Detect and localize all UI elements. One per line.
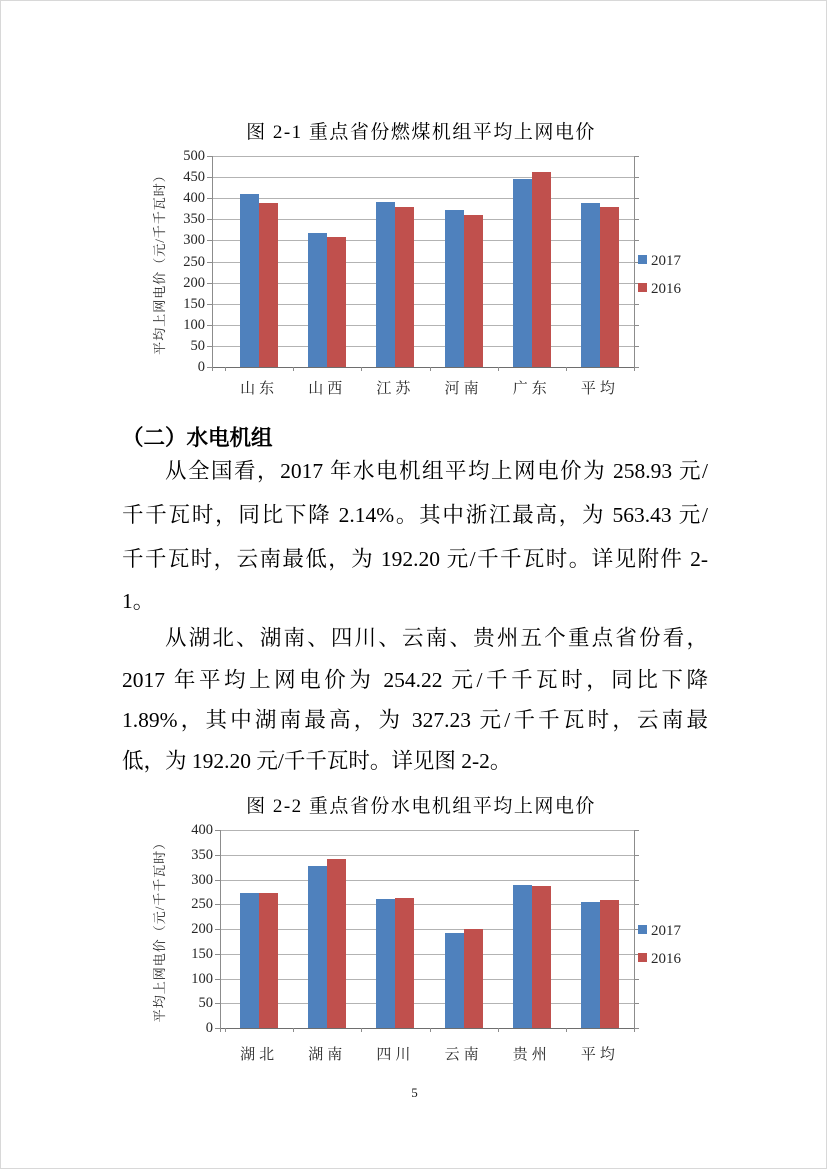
bar-2016-云南 bbox=[464, 929, 483, 1028]
y-axis-tick-label: 150 bbox=[191, 945, 213, 962]
x-axis-category-label: 四川 bbox=[376, 1047, 415, 1063]
bar-2016-平均 bbox=[600, 207, 619, 367]
bar-2017-广东 bbox=[513, 179, 532, 367]
bar-2016-山东 bbox=[259, 203, 278, 367]
section-heading: （二）水电机组 bbox=[122, 426, 273, 450]
x-axis-tick bbox=[225, 1028, 226, 1032]
bar-2017-四川 bbox=[376, 899, 395, 1028]
y-axis-tick-label: 250 bbox=[191, 896, 213, 913]
x-axis-tick bbox=[361, 367, 362, 371]
bar-2016-湖北 bbox=[259, 893, 278, 1028]
bar-2017-山东 bbox=[240, 194, 259, 367]
x-axis-tick bbox=[634, 367, 635, 371]
legend-swatch-icon bbox=[638, 953, 647, 962]
y-axis-tick-label: 50 bbox=[190, 337, 205, 354]
page-number: 5 bbox=[411, 1085, 418, 1100]
bar-2016-广东 bbox=[532, 172, 551, 367]
figure-2-caption: 图 2-2 重点省份水电机组平均上网电价 bbox=[246, 796, 596, 817]
legend-item-2017 bbox=[638, 253, 681, 270]
legend-label: 2016 bbox=[651, 281, 681, 297]
y-axis-tick-label: 100 bbox=[191, 970, 213, 987]
x-axis-category-label: 广东 bbox=[512, 381, 551, 397]
y-axis-tick-label: 50 bbox=[198, 995, 213, 1012]
x-axis-category-label: 湖北 bbox=[240, 1047, 279, 1063]
x-axis-tick bbox=[293, 1028, 294, 1032]
x-axis-category-label: 贵州 bbox=[512, 1047, 551, 1063]
plot-right-border bbox=[634, 156, 635, 371]
bar-2016-贵州 bbox=[532, 886, 551, 1028]
x-axis-tick bbox=[225, 367, 226, 371]
body-line: 1.89%，其中湖南最高，为 327.23 元/千千瓦时，云南最 bbox=[122, 708, 708, 732]
bar-2017-平均 bbox=[581, 902, 600, 1028]
legend-label: 2017 bbox=[651, 923, 681, 939]
body-line: 低，为 192.20 元/千千瓦时。详见图 2-2。 bbox=[122, 749, 512, 773]
gridline bbox=[220, 830, 634, 831]
gridline bbox=[212, 367, 634, 368]
y-axis-title: 平均上网电价（元/千千瓦时） bbox=[152, 168, 167, 355]
gridline bbox=[220, 1003, 634, 1004]
y-axis-tick-label: 200 bbox=[183, 274, 205, 291]
body-line: 千千瓦时，同比下降 2.14%。其中浙江最高，为 563.43 元/ bbox=[122, 503, 708, 527]
x-axis-tick bbox=[361, 1028, 362, 1032]
body-line: 千千瓦时，云南最低，为 192.20 元/千千瓦时。详见附件 2- bbox=[122, 547, 708, 571]
gridline bbox=[220, 979, 634, 980]
y-axis-line bbox=[220, 830, 221, 1032]
y-axis-tick-label: 150 bbox=[183, 295, 205, 312]
x-axis-category-label: 平均 bbox=[580, 381, 619, 397]
bar-2017-湖南 bbox=[308, 866, 327, 1028]
bar-2017-山西 bbox=[308, 233, 327, 367]
legend-label: 2017 bbox=[651, 253, 681, 269]
x-axis-tick bbox=[566, 1028, 567, 1032]
gridline bbox=[212, 156, 634, 157]
legend-item-2017 bbox=[638, 923, 681, 940]
gridline bbox=[220, 880, 634, 881]
figure-1-chart bbox=[1, 141, 827, 406]
bar-2016-四川 bbox=[395, 898, 414, 1028]
gridline bbox=[220, 929, 634, 930]
y-axis-tick-label: 350 bbox=[183, 211, 205, 228]
legend-item-2016 bbox=[638, 281, 681, 298]
y-axis-tick-label: 400 bbox=[183, 190, 205, 207]
body-line: 从全国看，2017 年水电机组平均上网电价为 258.93 元/ bbox=[165, 459, 708, 483]
y-axis-tick-label: 450 bbox=[183, 169, 205, 186]
gridline bbox=[220, 904, 634, 905]
legend-swatch-icon bbox=[638, 255, 647, 264]
figure-2-chart bbox=[1, 813, 827, 1078]
body-line: 从湖北、湖南、四川、云南、贵州五个重点省份看， bbox=[165, 626, 708, 650]
bar-2016-湖南 bbox=[327, 859, 346, 1028]
figure-1-caption: 图 2-1 重点省份燃煤机组平均上网电价 bbox=[246, 122, 596, 143]
x-axis-tick bbox=[430, 1028, 431, 1032]
x-axis-tick bbox=[498, 1028, 499, 1032]
x-axis-tick bbox=[430, 367, 431, 371]
y-axis-tick-label: 500 bbox=[183, 148, 205, 164]
x-axis-category-label: 平均 bbox=[580, 1047, 619, 1063]
gridline bbox=[220, 954, 634, 955]
x-axis-tick bbox=[634, 1028, 635, 1032]
x-axis-tick bbox=[566, 367, 567, 371]
bar-2017-河南 bbox=[445, 210, 464, 367]
y-axis-tick-label: 0 bbox=[197, 359, 205, 375]
bar-2016-平均 bbox=[600, 900, 619, 1028]
x-axis-category-label: 河南 bbox=[444, 381, 483, 397]
x-axis-category-label: 湖南 bbox=[308, 1047, 347, 1063]
legend-item-2016 bbox=[638, 951, 681, 968]
y-axis-tick-label: 250 bbox=[183, 253, 205, 270]
bar-2017-江苏 bbox=[376, 202, 395, 367]
y-axis-tick-label: 200 bbox=[191, 921, 213, 937]
x-axis-tick bbox=[293, 367, 294, 371]
x-axis-tick bbox=[498, 367, 499, 371]
legend-swatch-icon bbox=[638, 925, 647, 934]
y-axis-tick-label: 400 bbox=[191, 822, 213, 838]
y-axis-tick-label: 300 bbox=[191, 871, 213, 888]
bar-2016-江苏 bbox=[395, 207, 414, 367]
bar-2017-湖北 bbox=[240, 893, 259, 1028]
y-axis-tick-label: 300 bbox=[183, 232, 205, 249]
bar-2017-贵州 bbox=[513, 885, 532, 1028]
gridline bbox=[220, 1028, 634, 1029]
bar-2016-山西 bbox=[327, 237, 346, 367]
plot-right-border bbox=[634, 830, 635, 1032]
x-axis-category-label: 云南 bbox=[444, 1047, 483, 1063]
bar-2017-平均 bbox=[581, 203, 600, 367]
body-line: 2017 年平均上网电价为 254.22 元/千千瓦时，同比下降 bbox=[122, 668, 708, 692]
x-axis-category-label: 江苏 bbox=[376, 381, 415, 397]
y-axis-line bbox=[212, 156, 213, 371]
y-axis-tick-label: 350 bbox=[191, 846, 213, 863]
y-axis-tick-label: 100 bbox=[183, 316, 205, 333]
x-axis-category-label: 山西 bbox=[308, 381, 347, 397]
legend-label: 2016 bbox=[651, 951, 681, 967]
gridline bbox=[220, 855, 634, 856]
gridline bbox=[212, 177, 634, 178]
x-axis-category-label: 山东 bbox=[240, 381, 279, 397]
gridline bbox=[212, 198, 634, 199]
legend-swatch-icon bbox=[638, 283, 647, 292]
bar-2017-云南 bbox=[445, 933, 464, 1028]
y-axis-title: 平均上网电价（元/千千瓦时） bbox=[152, 835, 167, 1023]
bar-2016-河南 bbox=[464, 215, 483, 367]
body-line: 1。 bbox=[122, 589, 155, 613]
y-axis-tick-label: 0 bbox=[205, 1020, 213, 1036]
